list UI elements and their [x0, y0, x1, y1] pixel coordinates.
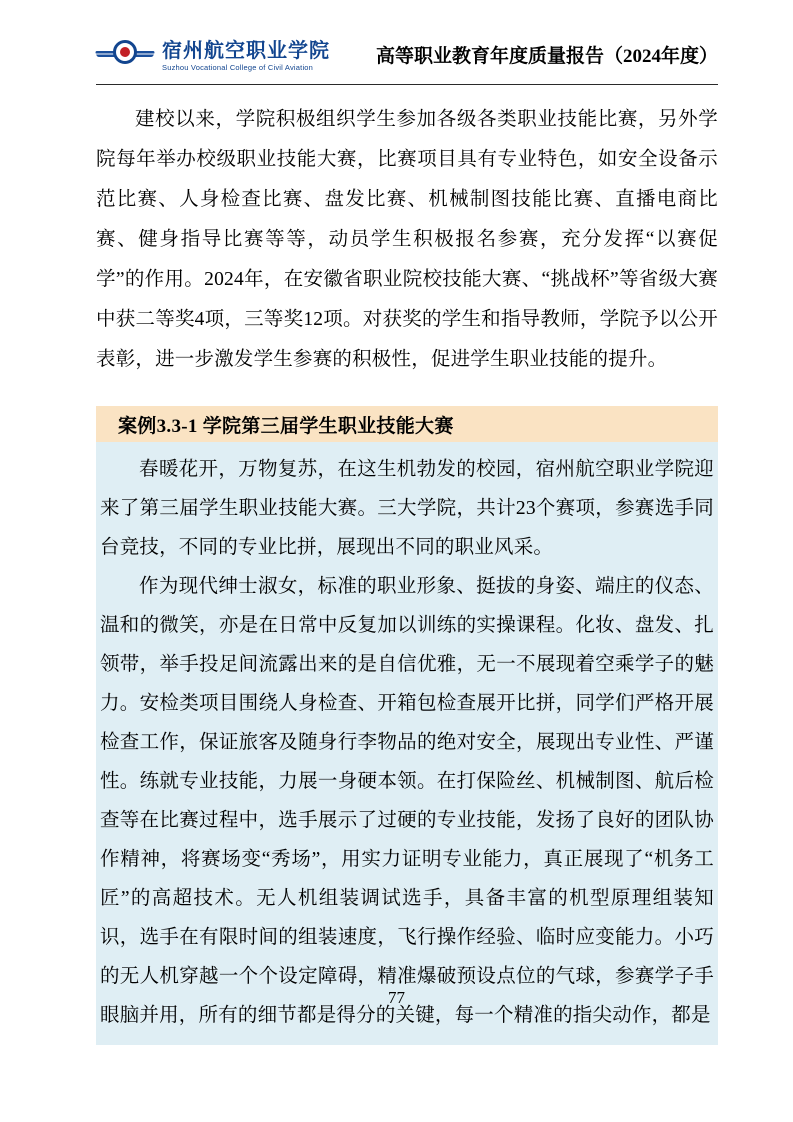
report-title: 高等职业教育年度质量报告（2024年度） — [375, 45, 718, 67]
logo-name-en: Suzhou Vocational College of Civil Aviation — [162, 62, 314, 72]
case-body-box — [96, 442, 718, 1045]
page-content — [96, 100, 718, 1045]
college-logo — [96, 34, 330, 78]
case-paragraph-2: 作为现代绅士淑女，标准的职业形象、挺拔的身姿、端庄的仪态、温和的微笑，亦是在日常中反复加以训练的实操课程。化妆、盘发、扎领带，举手投足间流露出来的是自信优雅，无一不展现着空乘学子的魅力。安检类项目围绕人身检查、开箱包检查展开比拼，同学们严格开展检查工作，保证旅客及随身行李物品的绝对安全，展现出专业性、严谨性。练就专业技能，力展一身硬本领。在打保险丝、机械制图、航后检查等在比赛过程中，选手展示了过硬的专业技能，发扬了良好的团队协作精神，将赛场变“秀场”，用实力证明专业能力，真正展现了“机务工匠”的高超技术。无人机组装调试选手，具备丰富的机型原理组装知识，选手在有限时间的组装速度，飞行操作经验、临时应变能力。小巧的无人机穿越一个个设定障碍，精准爆破预设点位的气球，参赛学子手眼脑并用，所有的细节都是得分的关键，每一个精准的指尖动作，都是 — [100, 576, 714, 1026]
page-header — [96, 30, 718, 82]
logo-name-cn: 宿州航空职业学院 — [162, 39, 330, 62]
case-paragraph-1: 春暖花开，万物复苏，在这生机勃发的校园，宿州航空职业学院迎来了第三届学生职业技能大赛。三大学院，共计23个赛项，参赛选手同台竞技，不同的专业比拼，展现出不同的职业风采。 — [100, 459, 714, 558]
logo-text-block — [162, 41, 330, 72]
logo-roundel — [113, 40, 137, 64]
header-divider — [96, 84, 718, 85]
wings-roundel-logo-icon — [96, 34, 154, 78]
case-title-bar — [96, 406, 718, 442]
case-title-text: 案例3.3-1 学院第三届学生职业技能大赛 — [118, 415, 454, 437]
paragraph-skills-competition: 建校以来，学院积极组织学生参加各级各类职业技能比赛，另外学院每年举办校级职业技能大赛，比赛项目具有专业特色，如安全设备示范比赛、人身检查比赛、盘发比赛、机械制图技能比赛、直播电商比赛、健身指导比赛等等，动员学生积极报名参赛，充分发挥“以赛促学”的作用。2024年，在安徽省职业院校技能大赛、“挑战杯”等省级大赛中获二等奖4项，三等奖12项。对获奖的学生和指导教师，学院予以公开表彰，进一步激发学生参赛的积极性，促进学生职业技能的提升。 — [96, 109, 718, 370]
page-number: 77 — [388, 988, 405, 1007]
